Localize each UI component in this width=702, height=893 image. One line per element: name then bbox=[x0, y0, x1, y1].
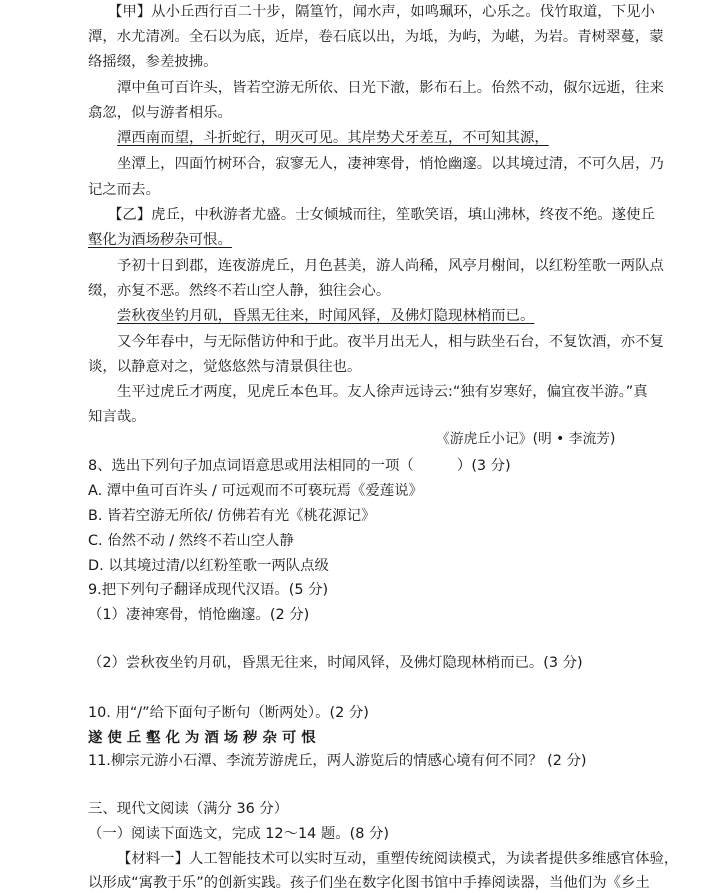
yi-line-5: 尝秋夜坐钓月矶，昏黑无往来，时闻风铎，及佛灯隐现林梢而已。 bbox=[117, 308, 535, 324]
yi-line-2: 壑化为酒场秽杂可恨。 bbox=[88, 232, 232, 248]
jia-line-4: 潭中鱼可百许头，皆若空游无所依、日光下澈，影布石上。佁然不动，俶尔远逝，往来 bbox=[117, 80, 664, 96]
q10-sentence: 遂使丘壑化为酒场秽杂可恨 bbox=[88, 730, 321, 746]
yi-line-4: 缀，亦复不恶。然终不若山空人静，独往会心。 bbox=[88, 283, 391, 299]
yi-line-1: 【乙】虎丘，中秋游者尤盛。士女倾城而往，笙歌笑语，填山沸林，终夜不绝。遂使丘 bbox=[108, 207, 655, 223]
yi-line-8: 生平过虎丘才两度，见虎丘本色耳。友人徐声远诗云:“独有岁寒好，偏宜夜半游。”真 bbox=[117, 384, 648, 400]
yi-line-3: 予初十日到郡，连夜游虎丘，月色甚美，游人尚稀，风亭月榭间，以红粉笙歌一两队点 bbox=[117, 258, 664, 274]
jia-line-1: 【甲】从小丘西行百二十步，隔篁竹，闻水声，如鸣珮环，心乐之。伐竹取道，下见小 bbox=[108, 4, 655, 20]
jia-line-3: 络摇缀，参差披拂。 bbox=[88, 54, 218, 70]
material-line-2: 以形成“寓教于乐”的创新实践。孩子们坐在数字化图书馆中手捧阅读器，当他们为《乡土 bbox=[88, 875, 650, 891]
jia-line-2: 潭，水尤清冽。全石以为底，近岸，卷石底以出，为坻，为屿，为嵁，为岩。青树翠蔓，蒙 bbox=[88, 29, 664, 45]
q9-sub-2: （2）尝秋夜坐钓月矶，昏黑无往来，时闻风铎，及佛灯隐现林梢而已。(3 分) bbox=[88, 655, 583, 671]
jia-line-5: 翕忽，似与游者相乐。 bbox=[88, 105, 232, 121]
q9-stem: 9.把下列句子翻译成现代汉语。(5 分) bbox=[88, 582, 329, 598]
yi-line-7: 谈，以静意对之，觉悠悠然与清景俱往也。 bbox=[88, 359, 362, 375]
yi-source: 《游虎丘小记》(明 • 李流芳) bbox=[436, 431, 616, 447]
jia-line-7: 坐潭上，四面竹树环合，寂寥无人，凄神寒骨，悄怆幽邃。以其境过清，不可久居，乃 bbox=[117, 156, 664, 172]
q10-stem: 10. 用“/”给下面句子断句（断两处）。(2 分) bbox=[88, 705, 369, 721]
q11-stem: 11.柳宗元游小石潭、李流芳游虎丘，两人游览后的情感心境有何不同？ (2 分) bbox=[88, 753, 587, 769]
q8-stem: 8、选出下列句子加点词语意思或用法相同的一项（ ）(3 分) bbox=[88, 458, 511, 474]
section3-title: 三、现代文阅读（满分 36 分） bbox=[88, 801, 289, 817]
material-line-1: 【材料一】人工智能技术可以实时互动，重塑传统阅读模式，为读者提供多维感官体验， bbox=[117, 851, 679, 867]
yi-line-6: 又今年春中，与无际偕访仲和于此。夜半月出无人，相与趺坐石台，不复饮酒，亦不复 bbox=[117, 334, 664, 350]
q8-option-a: A. 潭中鱼可百许头 / 可远观而不可亵玩焉《爱莲说》 bbox=[88, 483, 423, 499]
jia-line-8: 记之而去。 bbox=[88, 182, 160, 198]
q8-option-b: B. 皆若空游无所依/ 仿佛若有光《桃花源记》 bbox=[88, 508, 376, 524]
section3-subtitle: （一）阅读下面选文，完成 12～14 题。(8 分) bbox=[88, 826, 389, 842]
q8-option-c: C. 佁然不动 / 然终不若山空人静 bbox=[88, 533, 294, 549]
q9-sub-1: （1）凄神寒骨，悄怆幽邃。(2 分) bbox=[88, 607, 310, 623]
yi-line-9: 知言哉。 bbox=[88, 409, 146, 425]
q8-option-d: D. 以其境过清/以红粉笙歌一两队点级 bbox=[88, 558, 329, 574]
jia-line-6: 潭西南而望，斗折蛇行，明灭可见。其岸势犬牙差互，不可知其源， bbox=[117, 130, 549, 146]
